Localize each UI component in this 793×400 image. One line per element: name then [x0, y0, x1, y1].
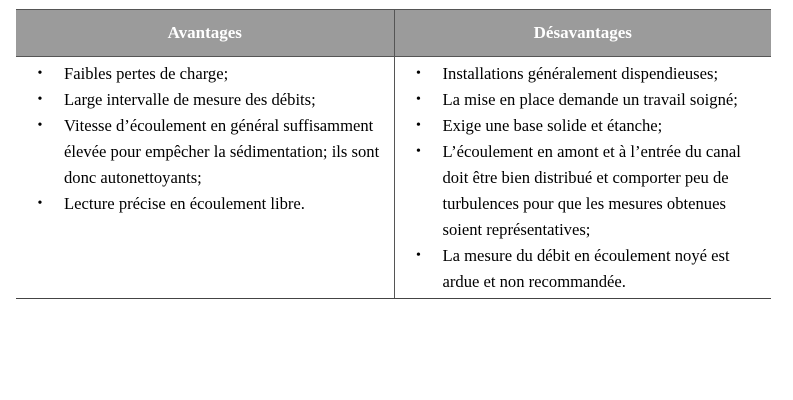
list-item	[395, 243, 772, 295]
bullet-icon: •	[37, 118, 43, 133]
list-item	[395, 87, 772, 113]
list-item	[16, 87, 394, 113]
bullet-icon: •	[37, 92, 43, 107]
content-row	[16, 57, 771, 299]
header-disadvantages: Désavantages	[394, 10, 771, 57]
advantages-list	[16, 61, 394, 217]
list-item-text: Exige une base solide et étanche;	[442, 116, 663, 135]
bullet-icon: •	[416, 248, 421, 263]
bullet-icon: •	[37, 196, 43, 211]
list-item-text: L’écoulement en amont et à l’entrée du canal doit être bien distribué et comporter peu de turbulences pour que les mesures obtenues soient représentatives;	[442, 142, 741, 239]
bullet-icon: •	[37, 66, 43, 81]
comparison-table	[16, 9, 771, 299]
disadvantages-list	[395, 61, 772, 295]
disadvantages-cell	[394, 57, 771, 299]
header-advantages: Avantages	[16, 10, 394, 57]
list-item-text: Vitesse d’écoulement en général suffisamment élevée pour empêcher la sédimentation; ils sont donc autonettoyants;	[64, 116, 380, 187]
list-item-text: Large intervalle de mesure des débits;	[64, 90, 316, 109]
list-item	[16, 61, 394, 87]
bullet-icon: •	[416, 144, 421, 159]
bullet-icon: •	[416, 66, 421, 81]
list-item-text: La mesure du débit en écoulement noyé est ardue et non recommandée.	[442, 246, 730, 291]
list-item	[395, 113, 772, 139]
bullet-icon: •	[416, 92, 421, 107]
list-item-text: La mise en place demande un travail soigné;	[442, 90, 738, 109]
list-item	[395, 61, 772, 87]
advantages-cell	[16, 57, 394, 299]
bullet-icon: •	[416, 118, 421, 133]
list-item-text: Installations généralement dispendieuses;	[442, 64, 719, 83]
list-item	[16, 191, 394, 217]
list-item	[16, 113, 394, 191]
list-item-text: Lecture précise en écoulement libre.	[64, 194, 305, 213]
list-item	[395, 139, 772, 243]
header-row	[16, 10, 771, 57]
list-item-text: Faibles pertes de charge;	[64, 64, 229, 83]
